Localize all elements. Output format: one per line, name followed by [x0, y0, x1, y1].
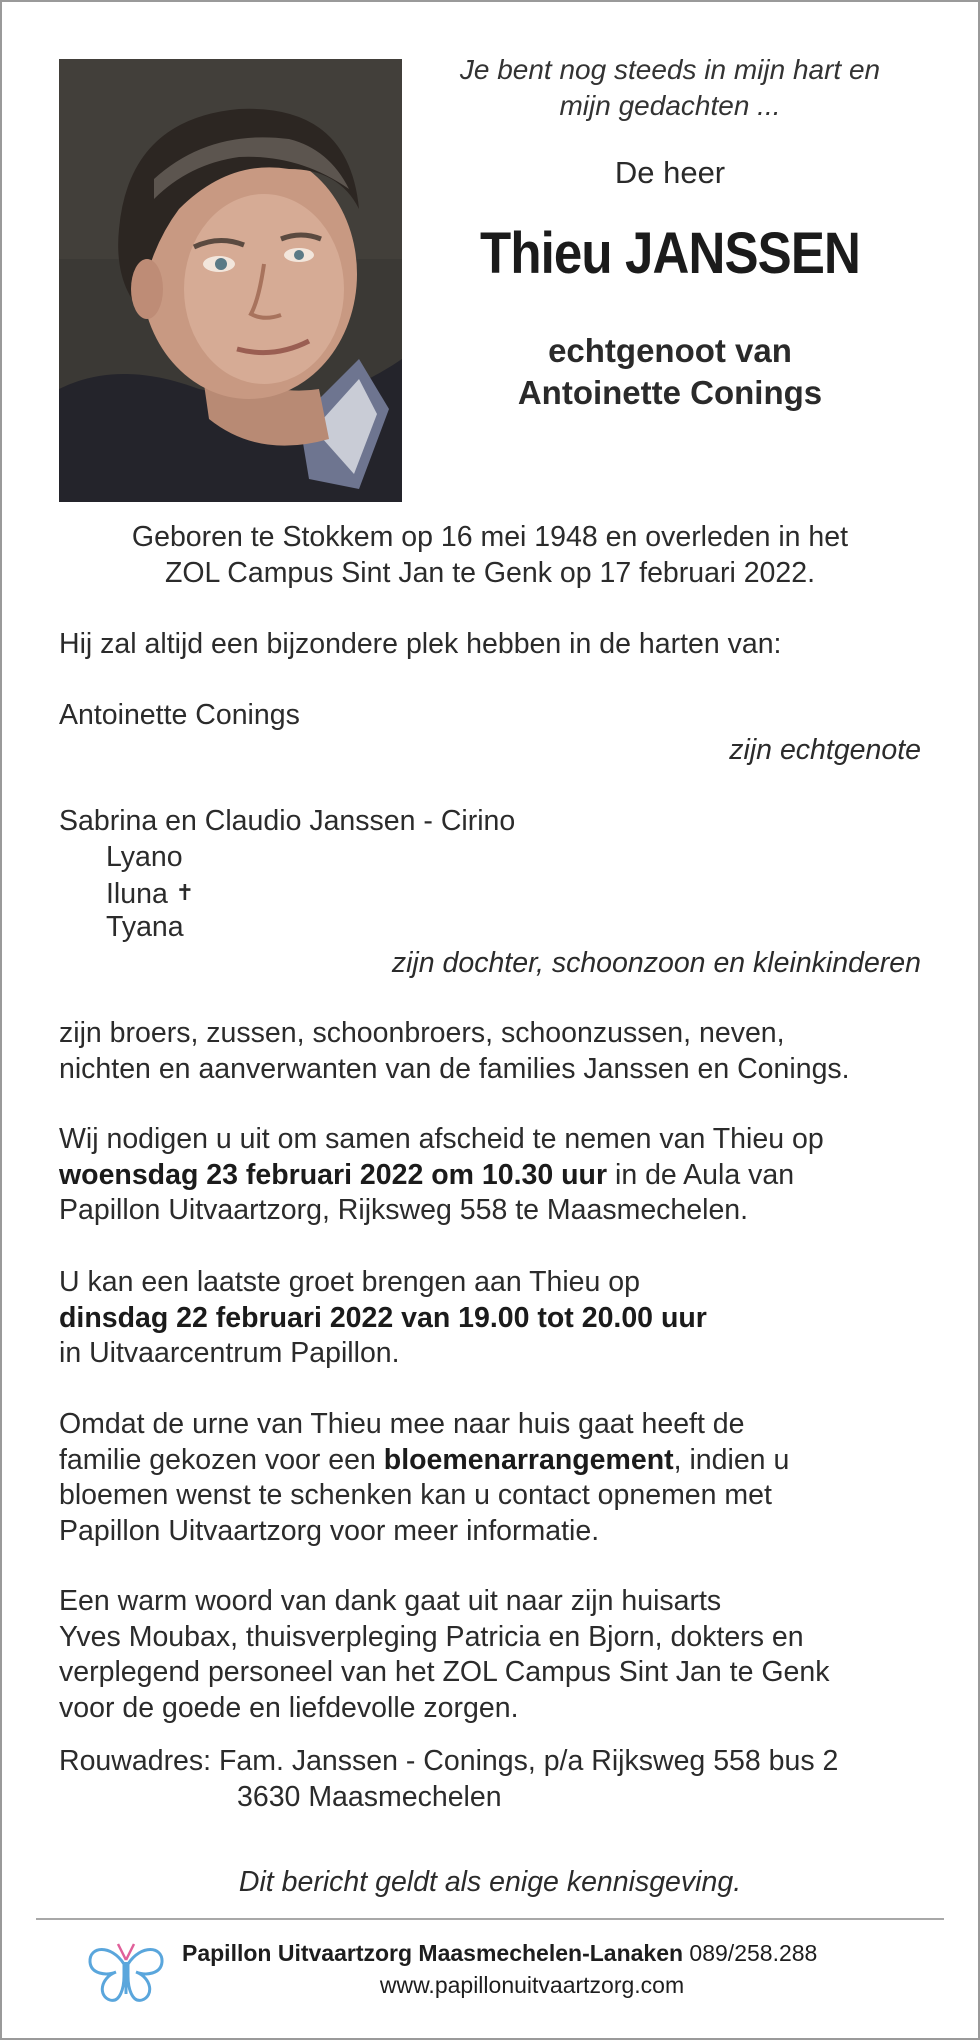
- title-prefix: De heer: [614, 155, 726, 190]
- visit-paragraph: [59, 1265, 929, 1372]
- birth-line: Geboren te Stokkem op 16 mei 1948 en overleden in het: [131, 521, 849, 553]
- intro-text: Hij zal altijd een bijzondere plek hebben in de harten van:: [59, 628, 782, 660]
- birth-death-text: [59, 520, 921, 591]
- children-role: zijn dochter, schoonzoon en kleinkinderen: [391, 947, 921, 979]
- flowers-line: Omdat de urne van Thieu mee naar huis gaat heeft de: [59, 1408, 745, 1440]
- relatives-line: zijn broers, zussen, schoonbroers, schoonzussen, neven,: [59, 1017, 785, 1049]
- address-line: Rouwadres: Fam. Janssen - Conings, p/a Rijksweg 558 bus 2: [59, 1745, 839, 1777]
- mourning-address: [59, 1744, 929, 1815]
- spouse-line: Antoinette Conings: [517, 374, 823, 411]
- farewell-paragraph: [59, 1122, 929, 1229]
- opening-quote: [420, 52, 920, 124]
- other-relatives: [59, 1016, 929, 1087]
- funeral-home-contact: [182, 1938, 817, 1968]
- farewell-line: Papillon Uitvaartzorg, Rijksweg 558 te Maasmechelen.: [59, 1194, 749, 1226]
- visit-line: in Uitvaarcentrum Papillon.: [59, 1337, 400, 1369]
- quote-line: mijn gedachten ...: [559, 90, 781, 121]
- funeral-home-phone: 089/258.288: [683, 1940, 818, 1966]
- farewell-line: Wij nodigen u uit om samen afscheid te nemen van Thieu op: [59, 1123, 824, 1155]
- flowers-line: [59, 1443, 929, 1479]
- flowers-text: , indien u: [673, 1443, 790, 1476]
- footer-divider: [36, 1918, 944, 1920]
- visit-date: dinsdag 22 februari 2022 van 19.00 tot 20.00 uur: [59, 1301, 707, 1334]
- farewell-date: woensdag 23 februari 2022 om 10.30 uur: [59, 1158, 608, 1191]
- flowers-paragraph: [59, 1407, 929, 1549]
- wife-role: zijn echtgenote: [729, 734, 921, 766]
- grandchild-name: Tyana: [106, 911, 184, 943]
- wife-name: Antoinette Conings: [59, 699, 300, 731]
- funeral-home-name: Papillon Uitvaartzorg Maasmechelen-Lanaken: [182, 1940, 684, 1966]
- butterfly-logo-icon: [86, 1934, 166, 2010]
- cross-icon: ✝: [175, 880, 195, 905]
- visit-line: [59, 1301, 929, 1337]
- grandchild-name: Lyano: [106, 841, 183, 873]
- relatives-line: nichten en aanverwanten van de families Janssen en Conings.: [59, 1052, 850, 1085]
- visit-line: U kan een laatste groet brengen aan Thieu op: [59, 1266, 640, 1298]
- spouse-line: echtgenoot van: [548, 332, 792, 369]
- quote-line: Je bent nog steeds in mijn hart en: [459, 54, 881, 85]
- thanks-line: Yves Moubax, thuisverpleging Patricia en Bjorn, dokters en: [59, 1620, 804, 1653]
- flowers-text: familie gekozen voor een: [59, 1443, 384, 1476]
- flowers-keyword: bloemenarrangement: [383, 1443, 674, 1476]
- thanks-line: verplegend personeel van het ZOL Campus Sint Jan te Genk: [59, 1656, 830, 1688]
- children-names: Sabrina en Claudio Janssen - Cirino: [59, 805, 516, 837]
- thanks-paragraph: [59, 1584, 929, 1726]
- thanks-line: Een warm woord van dank gaat uit naar zijn huisarts: [59, 1585, 722, 1617]
- portrait-photo: [59, 59, 402, 502]
- funeral-home-website[interactable]: www.papillonuitvaartzorg.com: [379, 1972, 685, 1998]
- grandchild-name: [106, 875, 976, 913]
- notice-text: Dit bericht geldt als enige kennisgeving.: [238, 1866, 742, 1898]
- address-line: 3630 Maasmechelen: [237, 1780, 502, 1813]
- grandchild-label: Iluna: [106, 878, 168, 910]
- farewell-line: [59, 1158, 929, 1194]
- birth-line: ZOL Campus Sint Jan te Genk op 17 februari 2022.: [164, 556, 816, 589]
- farewell-location: in de Aula van: [607, 1158, 795, 1191]
- deceased-name: Thieu JANSSEN: [480, 221, 860, 286]
- flowers-line: Papillon Uitvaartzorg voor meer informatie.: [59, 1514, 600, 1547]
- thanks-line: voor de goede en liefdevolle zorgen.: [59, 1691, 519, 1724]
- spouse-heading: [420, 330, 920, 414]
- flowers-line: bloemen wenst te schenken kan u contact opnemen met: [59, 1479, 772, 1511]
